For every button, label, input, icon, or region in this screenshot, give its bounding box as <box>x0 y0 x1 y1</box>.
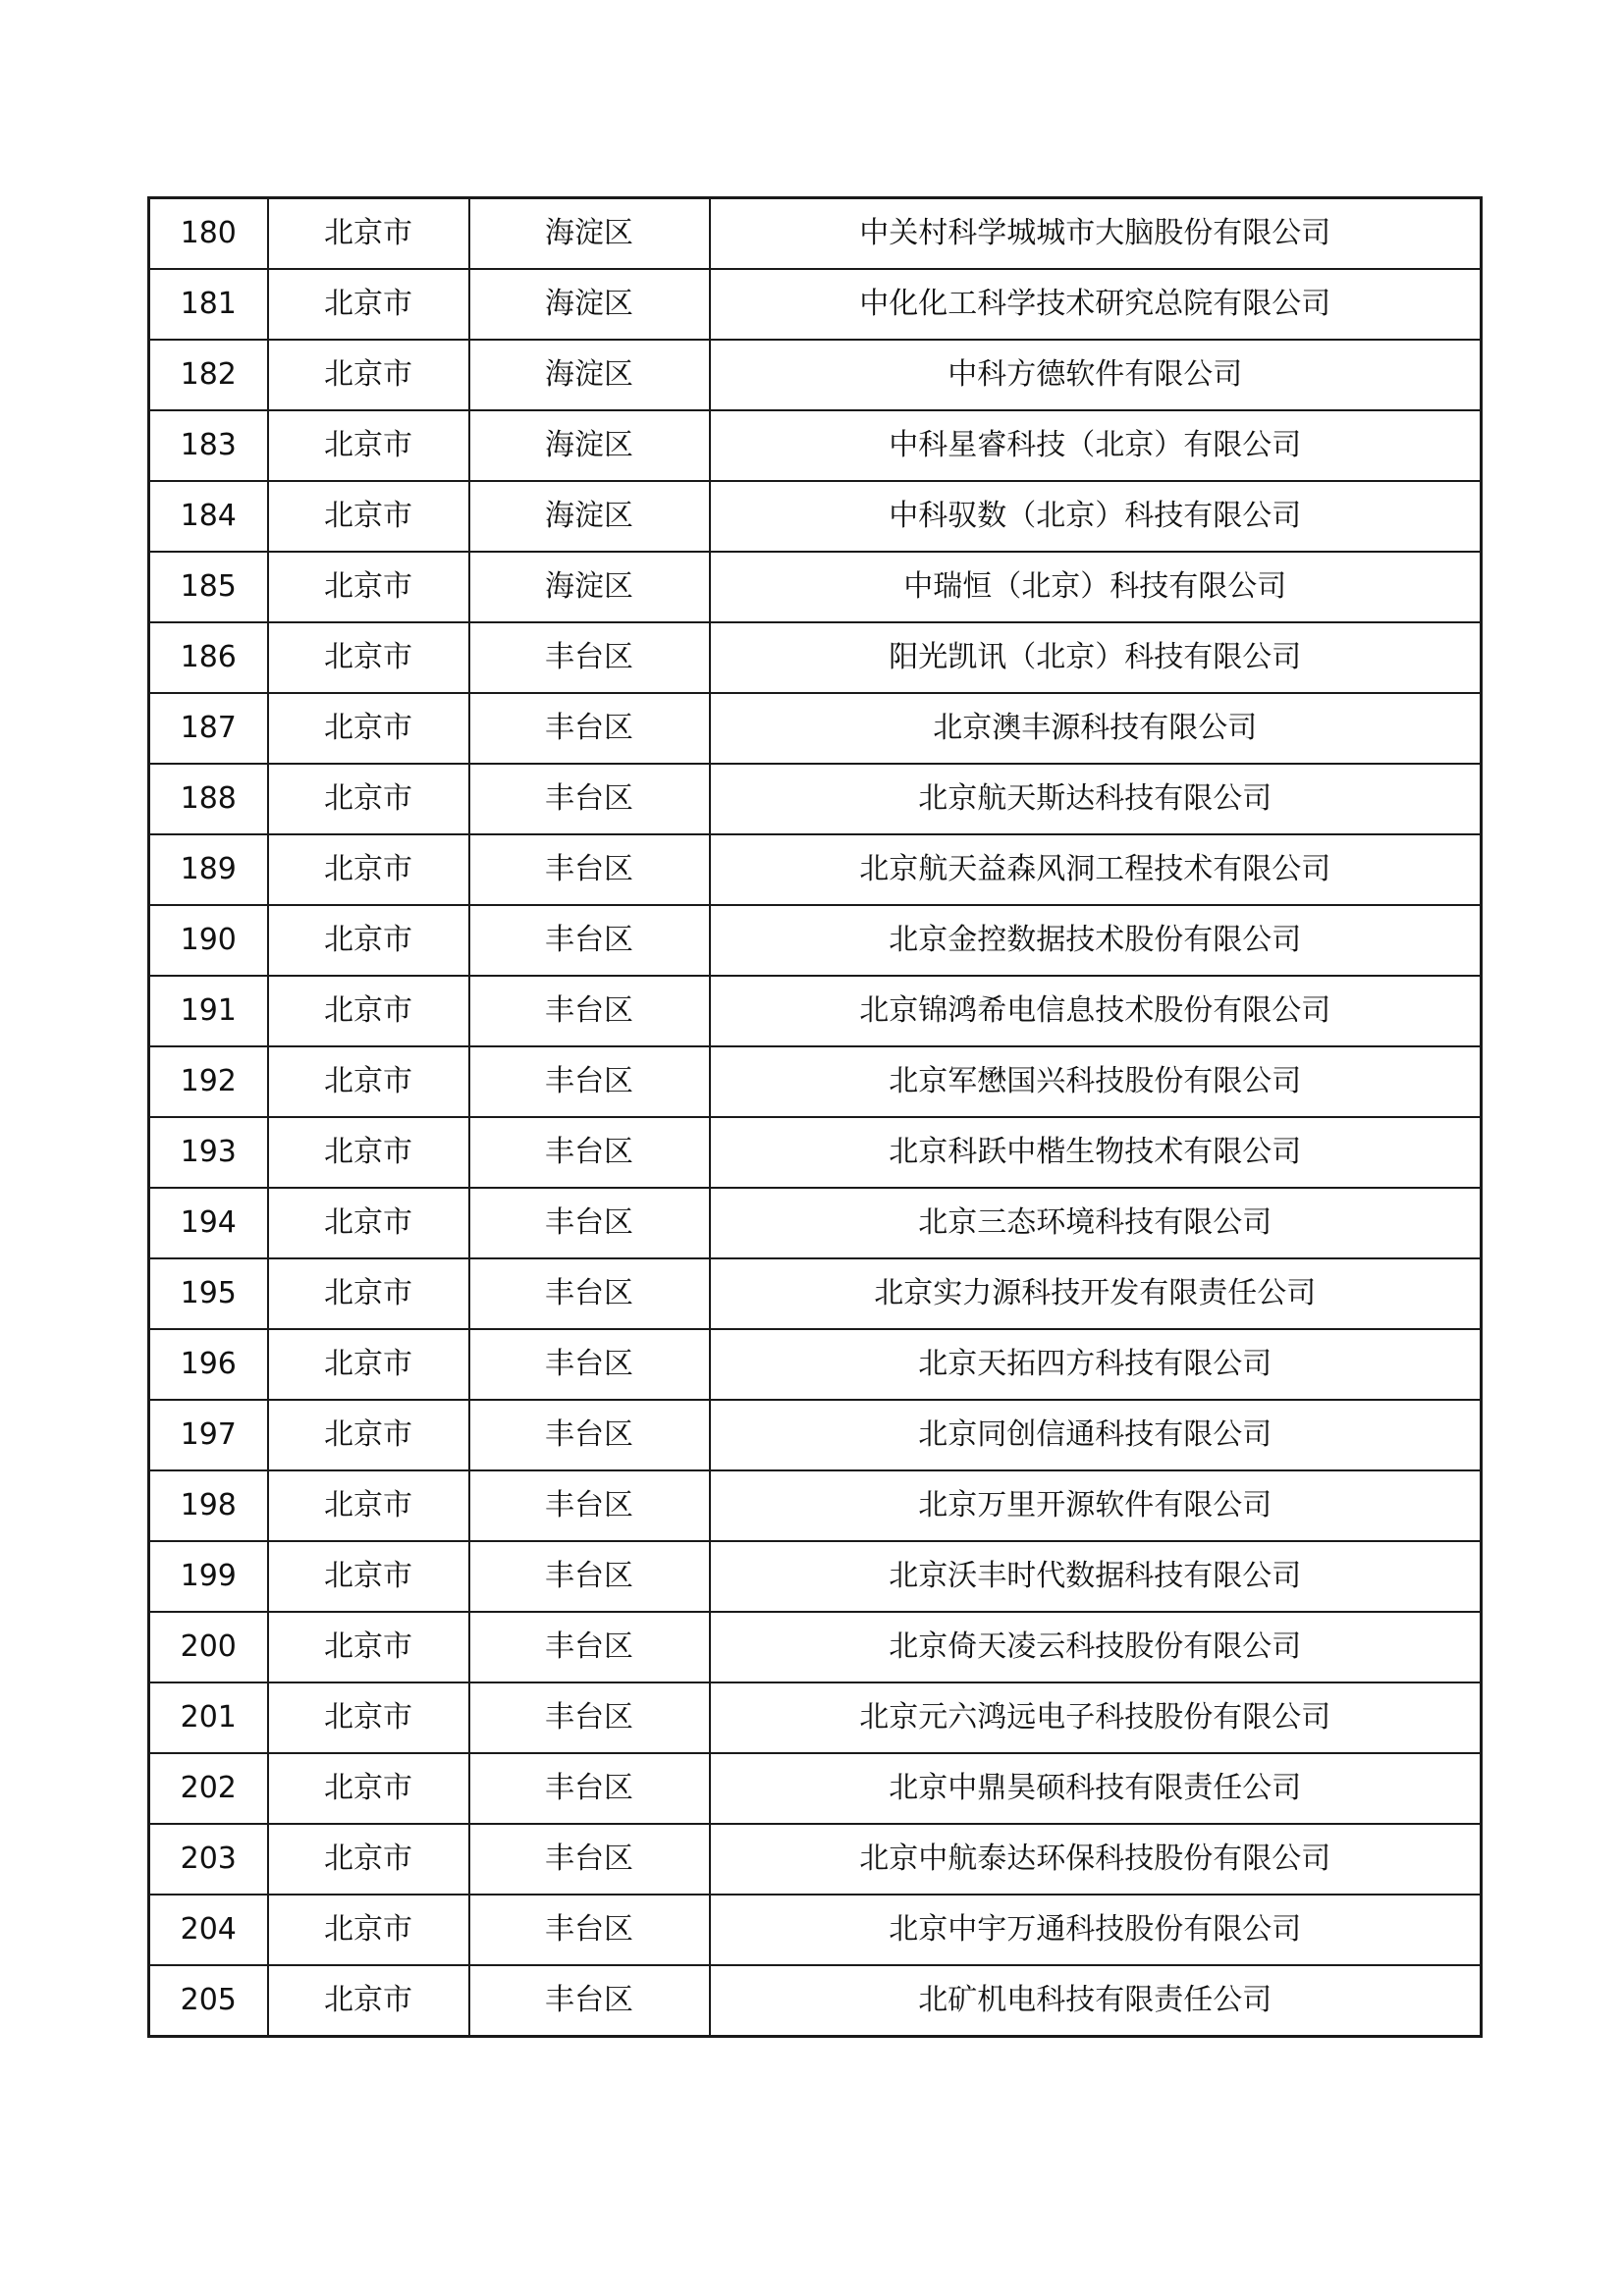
city-cell: 北京市 <box>268 340 469 410</box>
city-cell: 北京市 <box>268 764 469 834</box>
city-cell: 北京市 <box>268 1470 469 1541</box>
city-cell: 北京市 <box>268 1682 469 1753</box>
row-number-cell: 204 <box>149 1895 268 1965</box>
table-row <box>149 905 1482 976</box>
district-cell: 海淀区 <box>469 269 710 340</box>
district-cell: 丰台区 <box>469 1188 710 1258</box>
row-number-cell: 188 <box>149 764 268 834</box>
city-cell: 北京市 <box>268 198 469 270</box>
district-cell: 海淀区 <box>469 410 710 481</box>
table-row <box>149 198 1482 270</box>
row-number-cell: 201 <box>149 1682 268 1753</box>
city-cell: 北京市 <box>268 1824 469 1895</box>
row-number-cell: 197 <box>149 1400 268 1470</box>
city-cell: 北京市 <box>268 1753 469 1824</box>
city-cell: 北京市 <box>268 1612 469 1682</box>
company-name-cell: 中化化工科学技术研究总院有限公司 <box>710 269 1482 340</box>
table-row <box>149 1258 1482 1329</box>
row-number-cell: 192 <box>149 1046 268 1117</box>
table-row <box>149 1824 1482 1895</box>
row-number-cell: 193 <box>149 1117 268 1188</box>
row-number-cell: 187 <box>149 693 268 764</box>
row-number-cell: 183 <box>149 410 268 481</box>
city-cell: 北京市 <box>268 481 469 552</box>
company-name-cell: 北京天拓四方科技有限公司 <box>710 1329 1482 1400</box>
company-name-cell: 中科方德软件有限公司 <box>710 340 1482 410</box>
city-cell: 北京市 <box>268 693 469 764</box>
row-number-cell: 184 <box>149 481 268 552</box>
table-row <box>149 1965 1482 2037</box>
district-cell: 丰台区 <box>469 764 710 834</box>
table-row <box>149 976 1482 1046</box>
row-number-cell: 195 <box>149 1258 268 1329</box>
table-body <box>149 198 1482 2037</box>
company-name-cell: 北京万里开源软件有限公司 <box>710 1470 1482 1541</box>
table-row <box>149 552 1482 622</box>
row-number-cell: 203 <box>149 1824 268 1895</box>
table-row <box>149 764 1482 834</box>
row-number-cell: 186 <box>149 622 268 693</box>
district-cell: 丰台区 <box>469 976 710 1046</box>
city-cell: 北京市 <box>268 1329 469 1400</box>
company-name-cell: 北京澳丰源科技有限公司 <box>710 693 1482 764</box>
company-name-cell: 北京中航泰达环保科技股份有限公司 <box>710 1824 1482 1895</box>
company-name-cell: 北京锦鸿希电信息技术股份有限公司 <box>710 976 1482 1046</box>
company-name-cell: 北京三态环境科技有限公司 <box>710 1188 1482 1258</box>
table-row <box>149 1470 1482 1541</box>
district-cell: 丰台区 <box>469 1470 710 1541</box>
table-row <box>149 1682 1482 1753</box>
city-cell: 北京市 <box>268 905 469 976</box>
district-cell: 丰台区 <box>469 1965 710 2037</box>
city-cell: 北京市 <box>268 1965 469 2037</box>
city-cell: 北京市 <box>268 1046 469 1117</box>
company-name-cell: 北京中宇万通科技股份有限公司 <box>710 1895 1482 1965</box>
district-cell: 海淀区 <box>469 481 710 552</box>
company-name-cell: 中关村科学城城市大脑股份有限公司 <box>710 198 1482 270</box>
company-name-cell: 北京中鼎昊硕科技有限责任公司 <box>710 1753 1482 1824</box>
row-number-cell: 196 <box>149 1329 268 1400</box>
company-name-cell: 阳光凯讯（北京）科技有限公司 <box>710 622 1482 693</box>
city-cell: 北京市 <box>268 1258 469 1329</box>
district-cell: 丰台区 <box>469 1258 710 1329</box>
district-cell: 丰台区 <box>469 1824 710 1895</box>
district-cell: 丰台区 <box>469 1895 710 1965</box>
city-cell: 北京市 <box>268 1117 469 1188</box>
district-cell: 丰台区 <box>469 1682 710 1753</box>
city-cell: 北京市 <box>268 269 469 340</box>
district-cell: 海淀区 <box>469 552 710 622</box>
company-name-cell: 中瑞恒（北京）科技有限公司 <box>710 552 1482 622</box>
company-name-cell: 中科星睿科技（北京）有限公司 <box>710 410 1482 481</box>
district-cell: 海淀区 <box>469 198 710 270</box>
row-number-cell: 205 <box>149 1965 268 2037</box>
table-row <box>149 1117 1482 1188</box>
company-name-cell: 北京航天斯达科技有限公司 <box>710 764 1482 834</box>
table-row <box>149 834 1482 905</box>
city-cell: 北京市 <box>268 1188 469 1258</box>
row-number-cell: 189 <box>149 834 268 905</box>
table-row <box>149 693 1482 764</box>
row-number-cell: 190 <box>149 905 268 976</box>
company-name-cell: 北京倚天凌云科技股份有限公司 <box>710 1612 1482 1682</box>
row-number-cell: 199 <box>149 1541 268 1612</box>
table-row <box>149 481 1482 552</box>
row-number-cell: 185 <box>149 552 268 622</box>
district-cell: 丰台区 <box>469 834 710 905</box>
district-cell: 丰台区 <box>469 1753 710 1824</box>
city-cell: 北京市 <box>268 622 469 693</box>
table-row <box>149 1612 1482 1682</box>
district-cell: 丰台区 <box>469 1117 710 1188</box>
table-row <box>149 1329 1482 1400</box>
table-row <box>149 1753 1482 1824</box>
company-name-cell: 北京金控数据技术股份有限公司 <box>710 905 1482 976</box>
row-number-cell: 180 <box>149 198 268 270</box>
city-cell: 北京市 <box>268 1400 469 1470</box>
table-row <box>149 410 1482 481</box>
company-name-cell: 北京同创信通科技有限公司 <box>710 1400 1482 1470</box>
table-row <box>149 1188 1482 1258</box>
company-name-cell: 北京实力源科技开发有限责任公司 <box>710 1258 1482 1329</box>
table-row <box>149 1895 1482 1965</box>
table-row <box>149 269 1482 340</box>
row-number-cell: 181 <box>149 269 268 340</box>
city-cell: 北京市 <box>268 1541 469 1612</box>
district-cell: 海淀区 <box>469 340 710 410</box>
company-name-cell: 北京沃丰时代数据科技有限公司 <box>710 1541 1482 1612</box>
company-name-cell: 北京航天益森风洞工程技术有限公司 <box>710 834 1482 905</box>
city-cell: 北京市 <box>268 976 469 1046</box>
row-number-cell: 182 <box>149 340 268 410</box>
row-number-cell: 200 <box>149 1612 268 1682</box>
table-row <box>149 1046 1482 1117</box>
company-list-table <box>147 196 1483 2038</box>
company-name-cell: 北京元六鸿远电子科技股份有限公司 <box>710 1682 1482 1753</box>
company-name-cell: 中科驭数（北京）科技有限公司 <box>710 481 1482 552</box>
row-number-cell: 198 <box>149 1470 268 1541</box>
city-cell: 北京市 <box>268 552 469 622</box>
city-cell: 北京市 <box>268 834 469 905</box>
district-cell: 丰台区 <box>469 1046 710 1117</box>
district-cell: 丰台区 <box>469 622 710 693</box>
table-row <box>149 622 1482 693</box>
company-name-cell: 北京科跃中楷生物技术有限公司 <box>710 1117 1482 1188</box>
row-number-cell: 202 <box>149 1753 268 1824</box>
district-cell: 丰台区 <box>469 1541 710 1612</box>
city-cell: 北京市 <box>268 410 469 481</box>
company-name-cell: 北京军懋国兴科技股份有限公司 <box>710 1046 1482 1117</box>
district-cell: 丰台区 <box>469 693 710 764</box>
table-row <box>149 1541 1482 1612</box>
row-number-cell: 194 <box>149 1188 268 1258</box>
table-row <box>149 340 1482 410</box>
table-row <box>149 1400 1482 1470</box>
row-number-cell: 191 <box>149 976 268 1046</box>
district-cell: 丰台区 <box>469 1400 710 1470</box>
company-name-cell: 北矿机电科技有限责任公司 <box>710 1965 1482 2037</box>
district-cell: 丰台区 <box>469 1612 710 1682</box>
district-cell: 丰台区 <box>469 1329 710 1400</box>
district-cell: 丰台区 <box>469 905 710 976</box>
city-cell: 北京市 <box>268 1895 469 1965</box>
